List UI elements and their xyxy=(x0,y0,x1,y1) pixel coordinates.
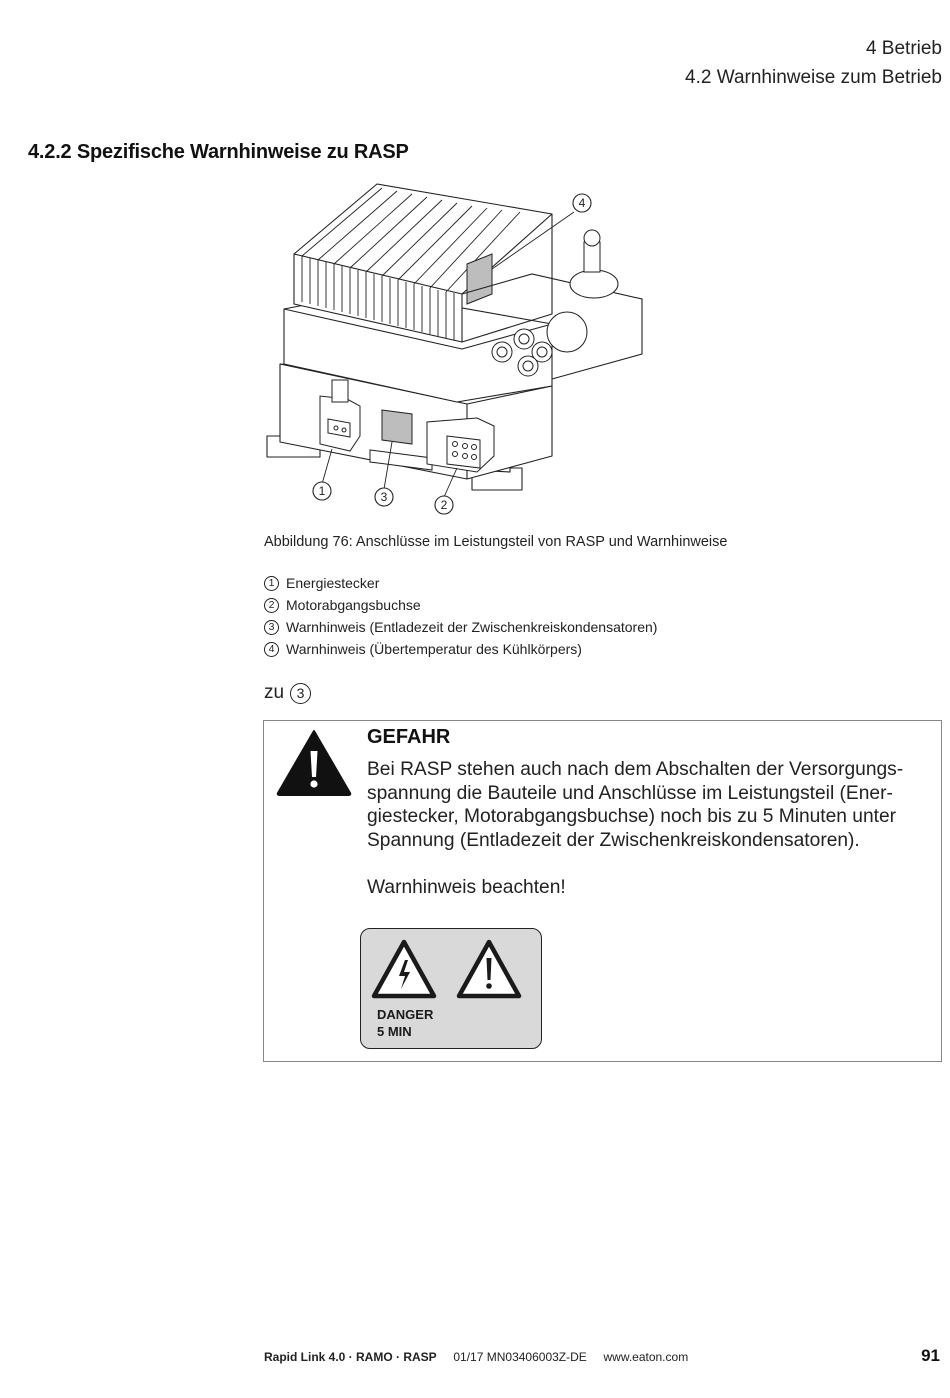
reference-prefix: zu xyxy=(264,682,285,703)
footer-doc: 01/17 MN03406003Z-DE xyxy=(453,1350,587,1364)
warning-line: Spannung (Entladezeit der Zwischenkreiskondensatoren). xyxy=(367,829,860,851)
selector-dial xyxy=(547,312,587,352)
callout-2: 2 xyxy=(440,498,448,512)
callout-3: 3 xyxy=(380,490,388,504)
footer-product: Rapid Link 4.0 · RAMO · RASP xyxy=(264,1350,437,1364)
legend-number: 3 xyxy=(264,620,279,635)
warning-label-heatsink xyxy=(467,254,492,304)
warning-text xyxy=(367,758,937,899)
sticker-line-1: DANGER xyxy=(377,1007,434,1022)
legend-text: Warnhinweis (Entladezeit der Zwischenkreiskondensatoren) xyxy=(286,619,658,635)
legend-item xyxy=(264,594,657,616)
page-number: 91 xyxy=(921,1346,940,1365)
danger-triangle-icon xyxy=(276,729,352,797)
key-switch xyxy=(570,270,618,298)
page-footer xyxy=(264,1350,688,1364)
figure-caption: Abbildung 76: Anschlüsse im Leistungsteil von RASP und Warnhinweise xyxy=(264,534,728,550)
reference-label xyxy=(264,682,311,704)
callout-4: 4 xyxy=(578,196,586,210)
legend-number: 1 xyxy=(264,576,279,591)
rasp-device-drawing xyxy=(262,174,662,522)
legend-item xyxy=(264,616,657,638)
warning-note: Warnhinweis beachten! xyxy=(367,876,566,898)
sticker-line-2: 5 MIN xyxy=(377,1024,412,1039)
reference-number: 3 xyxy=(290,683,311,704)
warning-label-base xyxy=(382,410,412,444)
legend-number: 4 xyxy=(264,642,279,657)
sticker-icons xyxy=(370,938,530,1000)
legend-number: 2 xyxy=(264,598,279,613)
legend-item xyxy=(264,638,657,660)
section-title: 4.2.2 Spezifische Warnhinweise zu RASP xyxy=(28,141,409,163)
legend-text: Warnhinweis (Übertemperatur des Kühlkörpers) xyxy=(286,641,582,657)
legend-item xyxy=(264,572,657,594)
warning-exclamation-icon xyxy=(459,942,519,996)
legend-text: Motorabgangsbuchse xyxy=(286,597,421,613)
header-chapter: 4 Betrieb xyxy=(865,38,942,59)
callout-1: 1 xyxy=(318,484,326,498)
warning-title: GEFAHR xyxy=(367,726,451,748)
high-voltage-icon xyxy=(374,942,434,996)
footer-url: www.eaton.com xyxy=(603,1350,689,1364)
warning-line: giestecker, Motorabgangsbuchse) noch bis zu 5 Minuten unter xyxy=(367,806,897,827)
warning-line: Bei RASP stehen auch nach dem Abschalten der Versorgungs- xyxy=(367,759,904,780)
header-section: 4.2 Warnhinweise zum Betrieb xyxy=(685,67,942,88)
sticker-label xyxy=(377,1006,433,1040)
warning-line: spannung die Bauteile und Anschlüsse im Leistungsteil (Ener- xyxy=(367,782,893,804)
legend-text: Energiestecker xyxy=(286,575,380,591)
legend-list xyxy=(264,572,657,660)
